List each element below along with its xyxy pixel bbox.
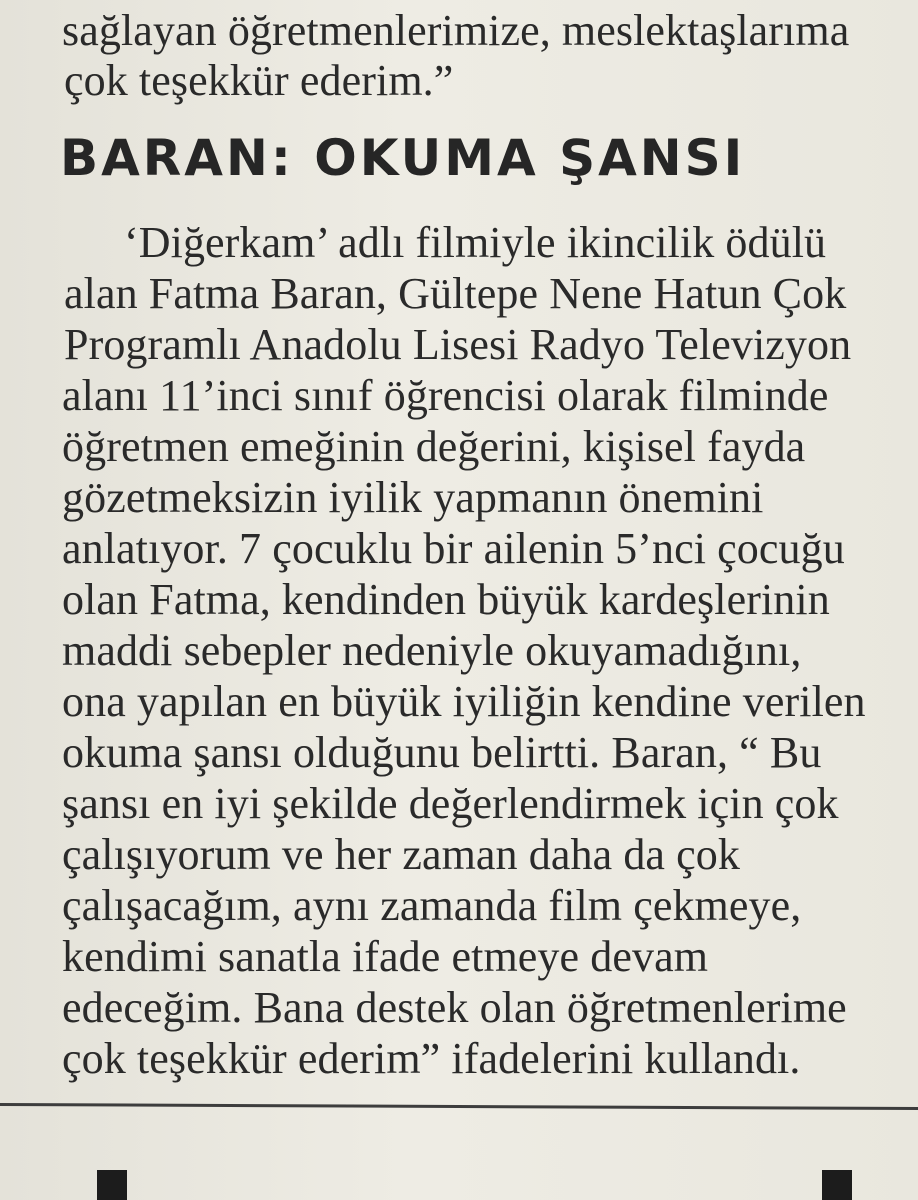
- section-headline: BARAN: OKUMA ŞANSI: [60, 129, 746, 187]
- print-registration-mark: [822, 1170, 852, 1200]
- body-text-line: çalışacağım, aynı zamanda film çekmeye,: [62, 881, 802, 930]
- body-text-line: maddi sebepler nedeniyle okuyamadığını,: [62, 626, 802, 675]
- body-text-line: çalışıyorum ve her zaman daha da çok: [62, 830, 740, 879]
- body-text-line: olan Fatma, kendinden büyük kardeşlerinin: [62, 575, 830, 624]
- body-text-line: şansı en iyi şekilde değerlendirmek için çok: [62, 779, 839, 828]
- preceding-text-line: sağlayan öğretmenlerimize, meslektaşlarıma: [62, 6, 850, 55]
- body-text-line: gözetmeksizin iyilik yapmanın önemini: [62, 473, 764, 522]
- print-registration-mark: [97, 1170, 127, 1200]
- body-text-line: edeceğim. Bana destek olan öğretmenlerime: [62, 983, 847, 1032]
- body-text-line: alanı 11’inci sınıf öğrencisi olarak filminde: [62, 371, 829, 420]
- preceding-text-line: çok teşekkür ederim.”: [64, 56, 454, 105]
- body-text-line: öğretmen emeğinin değerini, kişisel fayda: [62, 422, 806, 471]
- body-text-line: çok teşekkür ederim” ifadelerini kullandı.: [62, 1034, 801, 1083]
- body-text-line: Programlı Anadolu Lisesi Radyo Televizyon: [64, 320, 852, 369]
- body-text-line: kendimi sanatla ifade etmeye devam: [62, 932, 709, 981]
- body-text-line: alan Fatma Baran, Gültepe Nene Hatun Çok: [64, 269, 847, 318]
- body-text-line: anlatıyor. 7 çocuklu bir ailenin 5’nci çocuğu: [62, 524, 845, 573]
- body-text-line: ‘Diğerkam’ adlı filmiyle ikincilik ödülü: [124, 218, 827, 267]
- body-text-line: ona yapılan en büyük iyiliğin kendine verilen: [62, 677, 866, 726]
- column-divider-rule: [0, 1103, 918, 1110]
- body-text-line: okuma şansı olduğunu belirtti. Baran, “ Bu: [62, 728, 822, 777]
